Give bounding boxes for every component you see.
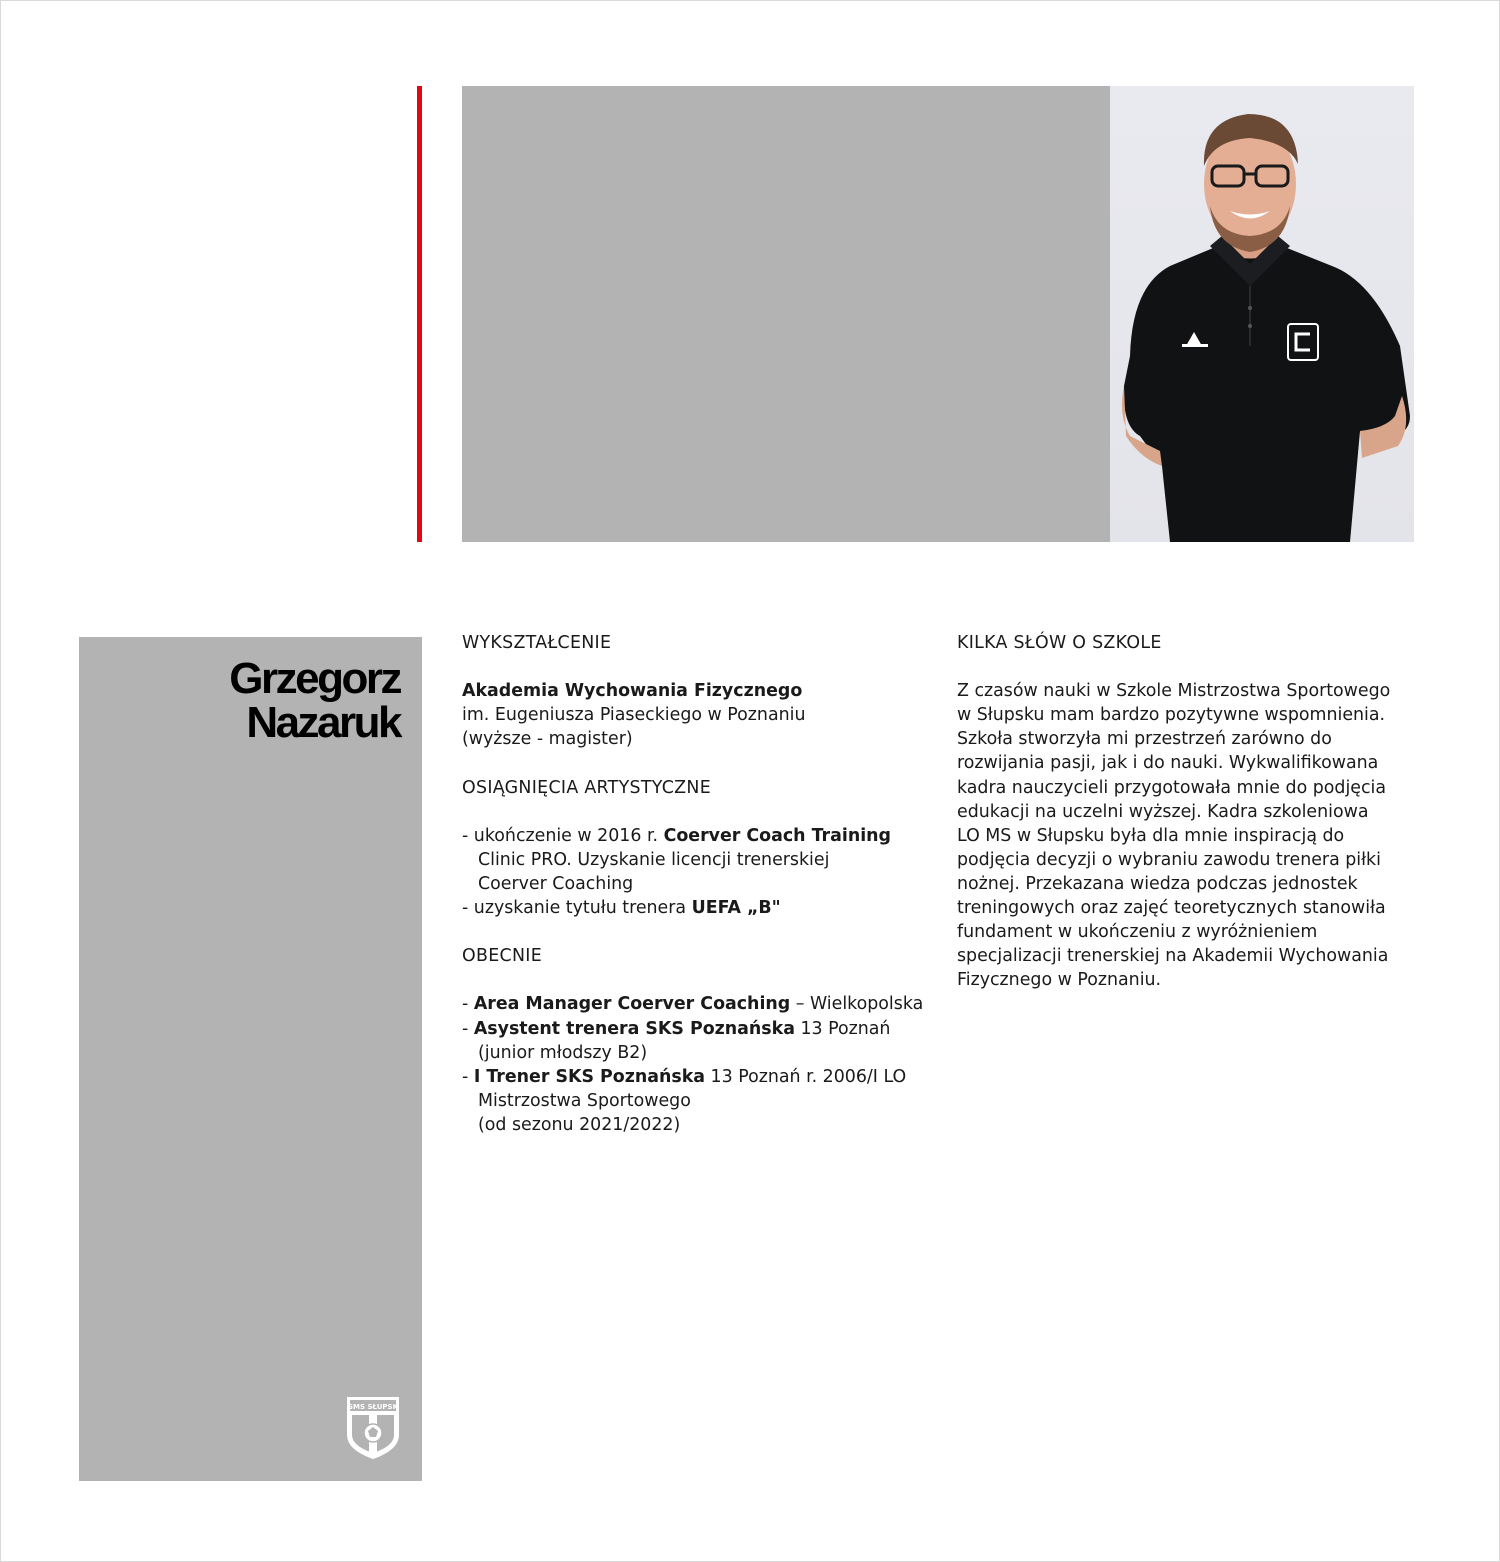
- current-item-1: - Area Manager Coerver Coaching – Wielkopolska: [462, 994, 924, 1015]
- achievement-item-1: - ukończenie w 2016 r. Coerver Coach Training: [462, 825, 891, 846]
- education-line-3: (wyższe - magister): [462, 729, 633, 750]
- achievement-item-1-line-3: Coerver Coaching: [478, 873, 634, 894]
- profile-name: [229, 654, 400, 747]
- school-text-line: kadra nauczycieli przygotowała mnie do podjęcia: [957, 777, 1387, 798]
- current-heading: OBECNIE: [462, 946, 542, 967]
- current-item-3: - I Trener SKS Poznańska 13 Poznań r. 2006/I LO: [462, 1066, 907, 1087]
- name-side-panel: [79, 637, 422, 1481]
- achievement-item-1-line-2: Clinic PRO. Uzyskanie licencji trenerskiej: [478, 849, 830, 870]
- school-crest-logo: [345, 1395, 401, 1461]
- education-heading: WYKSZTAŁCENIE: [462, 633, 612, 653]
- education-line-1: Akademia Wychowania Fizycznego: [462, 681, 803, 702]
- achievements-heading: OSIĄGNIĘCIA ARTYSTYCZNE: [462, 777, 711, 798]
- school-text-line: Szkoła stworzyła mi przestrzeń zarówno do: [957, 729, 1332, 750]
- current-item-2: - Asystent trenera SKS Poznańska 13 Poznań: [462, 1018, 891, 1039]
- school-text-line: Fizycznego w Poznaniu.: [957, 970, 1162, 991]
- accent-red-line: [417, 86, 422, 542]
- school-text-line: fundament w ukończeniu z wyróżnieniem: [957, 922, 1318, 943]
- logo-text: SMS SŁUPSK: [347, 1403, 399, 1411]
- current-item-3-line-3: (od sezonu 2021/2022): [478, 1114, 681, 1135]
- school-text-line: edukacji na uczelni wyższej. Kadra szkoleniowa: [957, 801, 1369, 822]
- school-text-line: LO MS w Słupsku była dla mnie inspiracją do: [957, 825, 1345, 846]
- current-item-2-line-2: (junior młodszy B2): [478, 1042, 648, 1063]
- school-text-line: specjalizacji trenerskiej na Akademii Wychowania: [957, 946, 1389, 967]
- school-text-line: treningowych oraz zajęć teoretycznych stanowiła: [957, 898, 1386, 919]
- school-text-line: rozwijania pasji, jak i do nauki. Wykwalifikowana: [957, 753, 1379, 774]
- school-text-line: w Słupsku mam bardzo pozytywne wspomnienia.: [957, 705, 1386, 726]
- school-text-line: Z czasów nauki w Szkole Mistrzostwa Sportowego: [957, 681, 1391, 702]
- current-item-3-line-2: Mistrzostwa Sportowego: [478, 1090, 691, 1111]
- career-column: [462, 631, 932, 1137]
- education-line-2: im. Eugeniusza Piaseckiego w Poznaniu: [462, 705, 806, 726]
- school-text-line: nożnej. Przekazana wiedza podczas jednostek: [957, 873, 1358, 894]
- hero-gray-block: [462, 86, 1110, 542]
- school-text-line: podjęcia decyzji o wybraniu zawodu trenera piłki: [957, 849, 1381, 870]
- portrait-photo: [1110, 86, 1414, 542]
- first-name: Grzegorz: [229, 654, 400, 703]
- school-column: [957, 631, 1417, 992]
- achievement-item-2: - uzyskanie tytułu trenera UEFA „B": [462, 898, 781, 919]
- last-name: Nazaruk: [246, 698, 400, 747]
- school-heading: KILKA SŁÓW O SZKOLE: [957, 633, 1162, 653]
